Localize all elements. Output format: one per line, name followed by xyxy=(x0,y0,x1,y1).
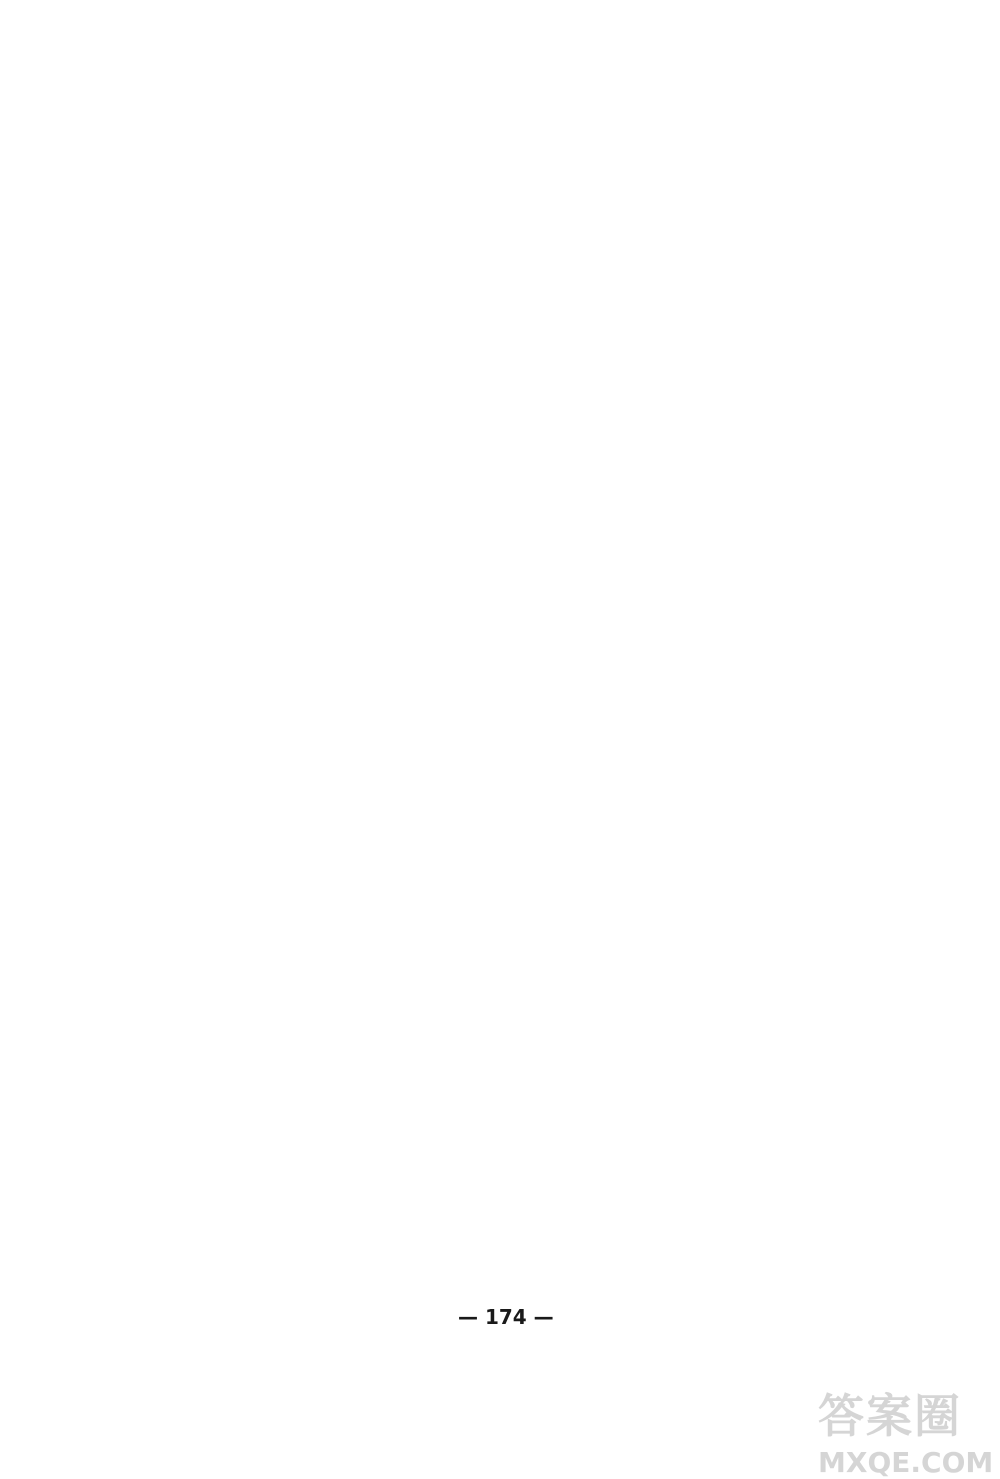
watermark-logo xyxy=(818,1380,994,1479)
watermark-url: MXQE.COM xyxy=(818,1446,994,1479)
page-number: — 174 — xyxy=(458,1305,554,1329)
watermark-text: 答案圈 xyxy=(818,1389,962,1443)
